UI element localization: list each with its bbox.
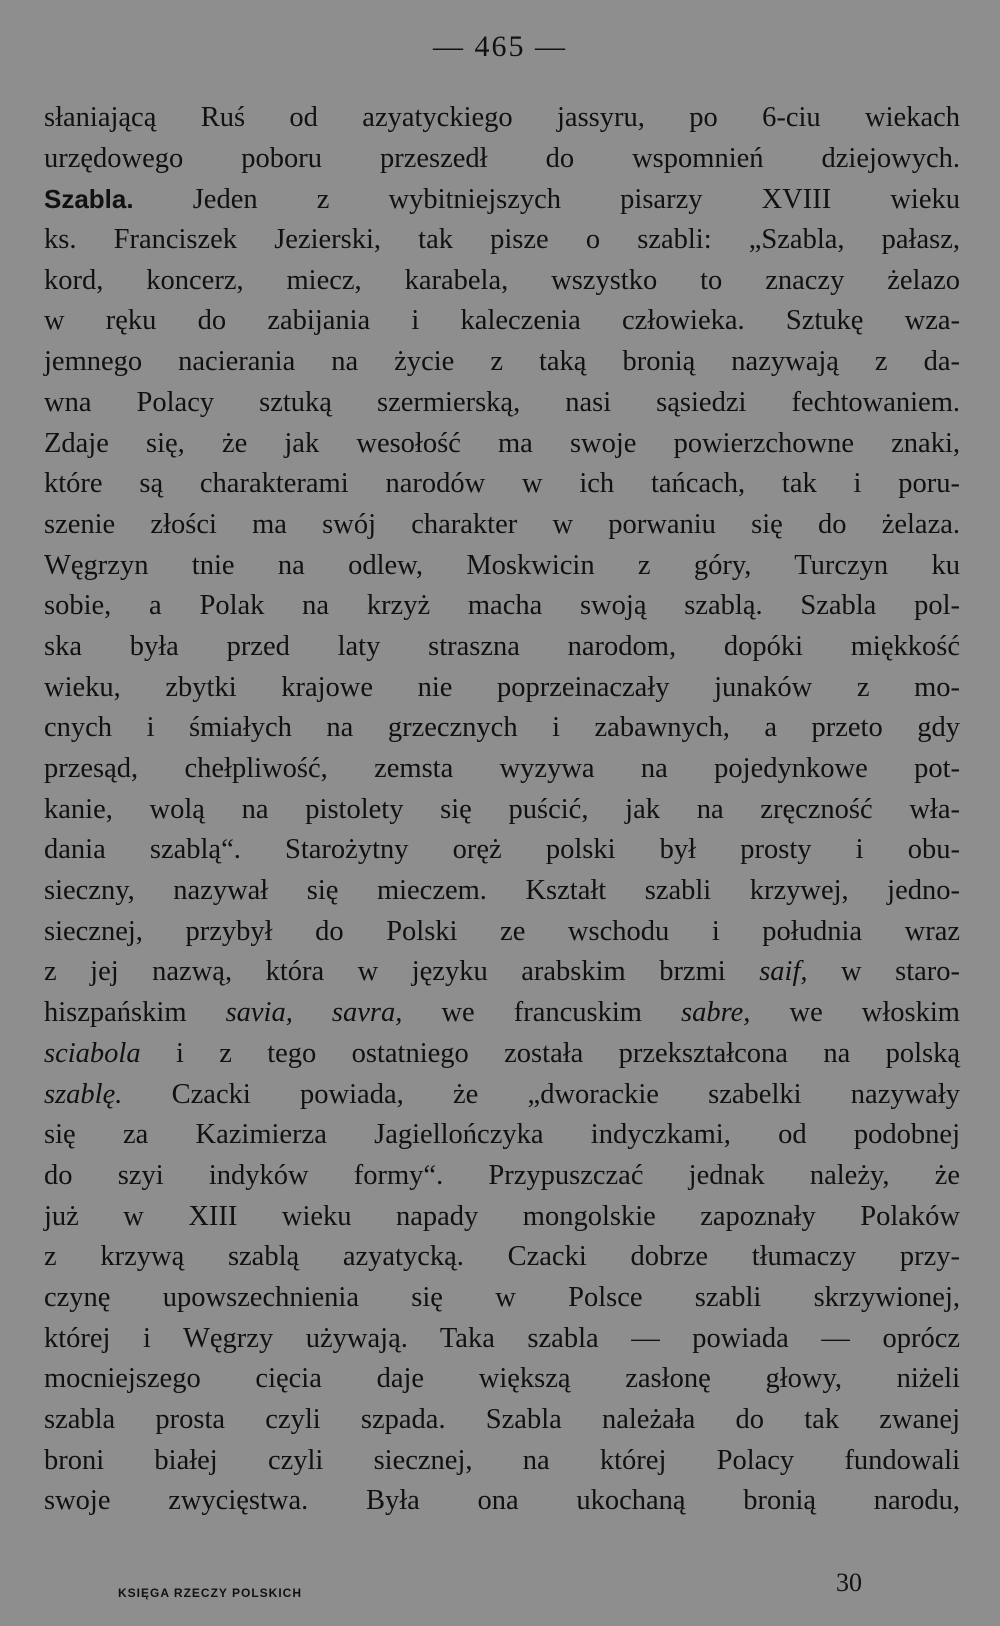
text-line	[44, 668, 960, 709]
text-segment: z krzywą szablą azyatycką. Czacki dobrze tłumaczy przy-	[44, 1241, 960, 1273]
text-line	[44, 98, 960, 139]
text-line	[44, 830, 960, 871]
text-segment: siecznej, przybył do Polski ze wschodu i południa wraz	[44, 915, 960, 947]
text-line	[44, 1359, 960, 1400]
italic-term: szablę.	[44, 1078, 123, 1110]
text-segment: w ręku do zabijania i kaleczenia człowieka. Sztukę wza-	[44, 305, 960, 337]
text-line	[44, 179, 960, 220]
text-segment: wna Polacy sztuką szermierską, nasi sąsiedzi fechtowaniem.	[44, 386, 960, 418]
italic-term: sciabola	[44, 1037, 141, 1069]
text-line	[44, 708, 960, 749]
text-line	[44, 952, 960, 993]
text-line	[44, 1441, 960, 1482]
text-segment: Zdaje się, że jak wesołość ma swoje powierzchowne znaki,	[44, 427, 960, 459]
page-number: — 465 —	[433, 30, 567, 63]
text-line	[44, 1156, 960, 1197]
text-segment: już w XIII wieku napady mongolskie zapoznały Polaków	[44, 1200, 960, 1232]
text-segment: z jej nazwą, która w języku arabskim brzmi	[44, 956, 760, 988]
text-segment: w staro-	[807, 956, 960, 988]
text-segment: które są charakterami narodów w ich tańcach, tak i poru-	[44, 468, 960, 500]
text-line	[44, 627, 960, 668]
text-segment: hiszpańskim	[44, 997, 226, 1029]
italic-term: savia, savra,	[225, 997, 403, 1029]
text-line	[44, 1278, 960, 1319]
body-text	[44, 98, 960, 1522]
text-segment: kanie, wolą na pistolety się puścić, jak na zręczność wła-	[44, 793, 960, 825]
text-segment: szenie złości ma swój charakter w porwaniu się do żelaza.	[44, 508, 960, 540]
text-line	[44, 424, 960, 465]
text-segment: we francuskim	[402, 997, 682, 1029]
text-line	[44, 1115, 960, 1156]
text-segment: Węgrzyn tnie na odlew, Moskwicin z góry, Turczyn ku	[44, 549, 960, 581]
text-segment: swoje zwycięstwa. Była ona ukochaną bronią narodu,	[44, 1485, 960, 1517]
text-line	[44, 749, 960, 790]
text-segment: kord, koncerz, miecz, karabela, wszystko to znaczy żelazo	[44, 264, 960, 296]
italic-term: saif,	[759, 956, 808, 988]
text-line	[44, 871, 960, 912]
text-line	[44, 383, 960, 424]
text-line	[44, 586, 960, 627]
text-segment: i z tego ostatniego została przekształcona na polską	[140, 1037, 960, 1069]
text-segment: urzędowego poboru przeszedł do wspomnień dziejowych.	[44, 142, 960, 174]
footer-signature: KSIĘGA RZECZY POLSKICH	[118, 1586, 303, 1600]
text-line	[44, 1197, 960, 1238]
text-line	[44, 1400, 960, 1441]
text-line	[44, 139, 960, 180]
text-line	[44, 342, 960, 383]
text-segment: szabla prosta czyli szpada. Szabla należała do tak zwanej	[44, 1404, 960, 1435]
text-segment: czynę upowszechnienia się w Polsce szabli skrzywionej,	[44, 1281, 960, 1313]
text-segment: broni białej czyli siecznej, na której Polacy fundowali	[44, 1444, 960, 1476]
text-segment: cnych i śmiałych na grzecznych i zabawnych, a przeto gdy	[44, 712, 960, 744]
sheet-number: 30	[836, 1568, 862, 1597]
text-line	[44, 505, 960, 546]
text-line	[44, 993, 960, 1034]
text-segment: sobie, a Polak na krzyż macha swoją szablą. Szabla pol-	[44, 590, 960, 622]
text-segment: jemnego nacierania na życie z taką bronią nazywają z da-	[44, 346, 960, 378]
text-line	[44, 301, 960, 342]
text-line	[44, 1034, 960, 1075]
text-line	[44, 912, 960, 953]
text-line	[44, 790, 960, 831]
text-line	[44, 220, 960, 261]
text-segment: Czacki powiada, że „dworackie szabelki nazywały	[122, 1078, 960, 1110]
italic-term: sabre,	[681, 997, 751, 1029]
text-segment: której i Węgrzy używają. Taka szabla — powiada — oprócz	[44, 1322, 960, 1354]
text-segment: mocniejszego cięcia daje większą zasłonę głowy, niżeli	[44, 1363, 960, 1395]
text-line	[44, 261, 960, 302]
text-segment: we włoskim	[750, 997, 960, 1029]
text-line	[44, 1075, 960, 1116]
text-segment: wieku, zbytki krajowe nie poprzeinaczały junaków z mo-	[44, 671, 960, 703]
text-line	[44, 1481, 960, 1522]
text-line	[44, 464, 960, 505]
text-segment: ska była przed laty straszna narodom, dopóki miękkość	[44, 630, 960, 662]
text-segment: do szyi indyków formy“. Przypuszczać jednak należy, że	[44, 1159, 960, 1191]
text-segment: się za Kazimierza Jagiellończyka indyczkami, od podobnej	[44, 1119, 960, 1151]
text-segment: sieczny, nazywał się mieczem. Kształt szabli krzywej, jedno-	[44, 875, 960, 907]
entry-heading: Szabla.	[44, 184, 134, 215]
text-segment: ks. Franciszek Jezierski, tak pisze o szabli: „Szabla, pałasz,	[44, 224, 960, 256]
text-segment: słaniającą Ruś od azyatyckiego jassyru, po 6-ciu wiekach	[44, 102, 960, 133]
text-line	[44, 546, 960, 587]
text-line	[44, 1319, 960, 1360]
text-line	[44, 1237, 960, 1278]
text-segment: Jeden z wybitniejszych pisarzy XVIII wieku	[133, 184, 960, 216]
text-segment: przesąd, chełpliwość, zemsta wyzywa na pojedynkowe pot-	[44, 753, 960, 784]
text-segment: dania szablą“. Starożytny oręż polski był prosty i obu-	[44, 834, 960, 866]
